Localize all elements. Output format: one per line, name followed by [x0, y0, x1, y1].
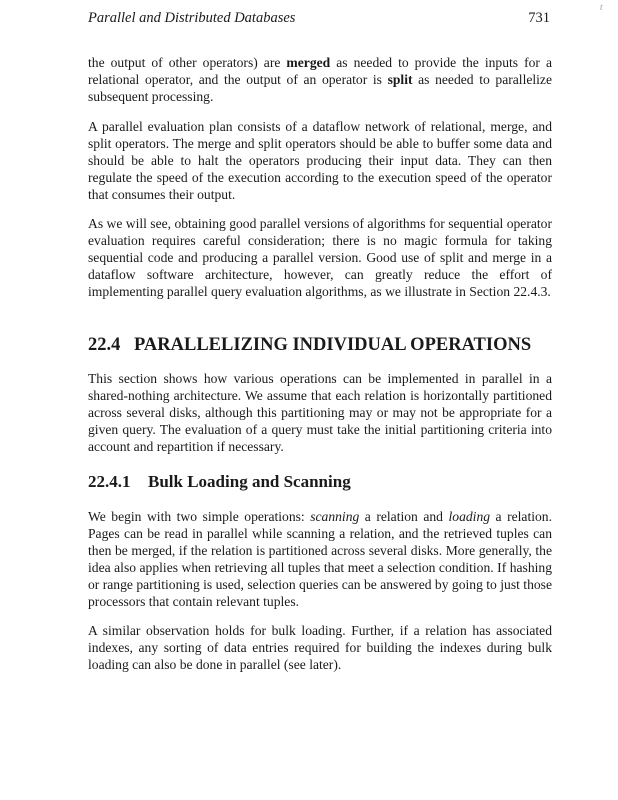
paragraph-evaluation-plan: [88, 118, 552, 203]
paragraph-text: This section shows how various operations can be implemented in parallel in a shared-nothing architecture. We assume that each relation is horizontally partitioned across several disks, although this partitioning may or may not be appropriate for a given query. The evaluation of a query must take the initial partitioning criteria into account and repartition if necessary.: [88, 371, 552, 454]
margin-mark: t: [600, 2, 603, 12]
text: as needed to provide the inputs for a relational operator, and the output of an operator is: [88, 55, 553, 87]
text: as needed to parallelize subsequent processing.: [88, 72, 552, 104]
section-number: 22.4: [88, 335, 121, 355]
paragraph-text: A similar observation holds for bulk loading. Further, if a relation has associated indexes, any sorting of data entries required for building the indexes during bulk loading can also be done in parallel (see later).: [88, 623, 552, 672]
text: a relation. Pages can be read in parallel while scanning a relation, and the retrieved tuples can then be merged, if the relation is partitioned across several disks. More generally, the idea also applies when retrieving all tuples that meet a selection condition. If hashing or range partitioning is used, selection queries can be answered by going to just those processors that contain relevant tuples.: [88, 509, 553, 609]
paragraph-scanning-loading: [88, 508, 552, 610]
paragraph-text: A parallel evaluation plan consists of a dataflow network of relational, merge, and split operators. The merge and split operators should be able to buffer some data and should be able to halt the operators producing their input data. They can then regulate the speed of the execution according to the execution speed of the operator that consumes their output.: [88, 119, 552, 202]
paragraph-bulk-loading: [88, 622, 552, 673]
paragraph-text: As we will see, obtaining good parallel versions of algorithms for sequential operator evaluation requires careful consideration; there is no magic formula for taking sequential code and producing a parallel version. Good use of split and merge in a dataflow software architecture, however, can greatly reduce the effort of implementing parallel query evaluation algorithms, as we illustrate in Section 22.4.3.: [88, 216, 552, 299]
section-heading: [88, 335, 531, 356]
subsection-number: 22.4.1: [88, 472, 131, 491]
section-title: PARALLELIZING INDIVIDUAL OPERATIONS: [134, 335, 532, 355]
page-number: 731: [528, 10, 550, 26]
term-split: split: [387, 72, 413, 87]
paragraph-section-intro: [88, 370, 552, 455]
term-scanning: scanning: [310, 509, 360, 524]
term-loading: loading: [448, 509, 491, 524]
paragraph-parallel-versions: [88, 215, 552, 300]
subsection-heading: [88, 472, 351, 492]
paragraph-merge-split: [88, 54, 552, 105]
text: a relation and: [359, 509, 449, 524]
running-head: [88, 10, 550, 30]
text: the output of other operators) are: [88, 55, 287, 70]
term-merged: merged: [286, 55, 331, 70]
subsection-title: Bulk Loading and Scanning: [148, 472, 351, 491]
text: We begin with two simple operations:: [88, 509, 311, 524]
running-title: Parallel and Distributed Databases: [88, 10, 296, 26]
